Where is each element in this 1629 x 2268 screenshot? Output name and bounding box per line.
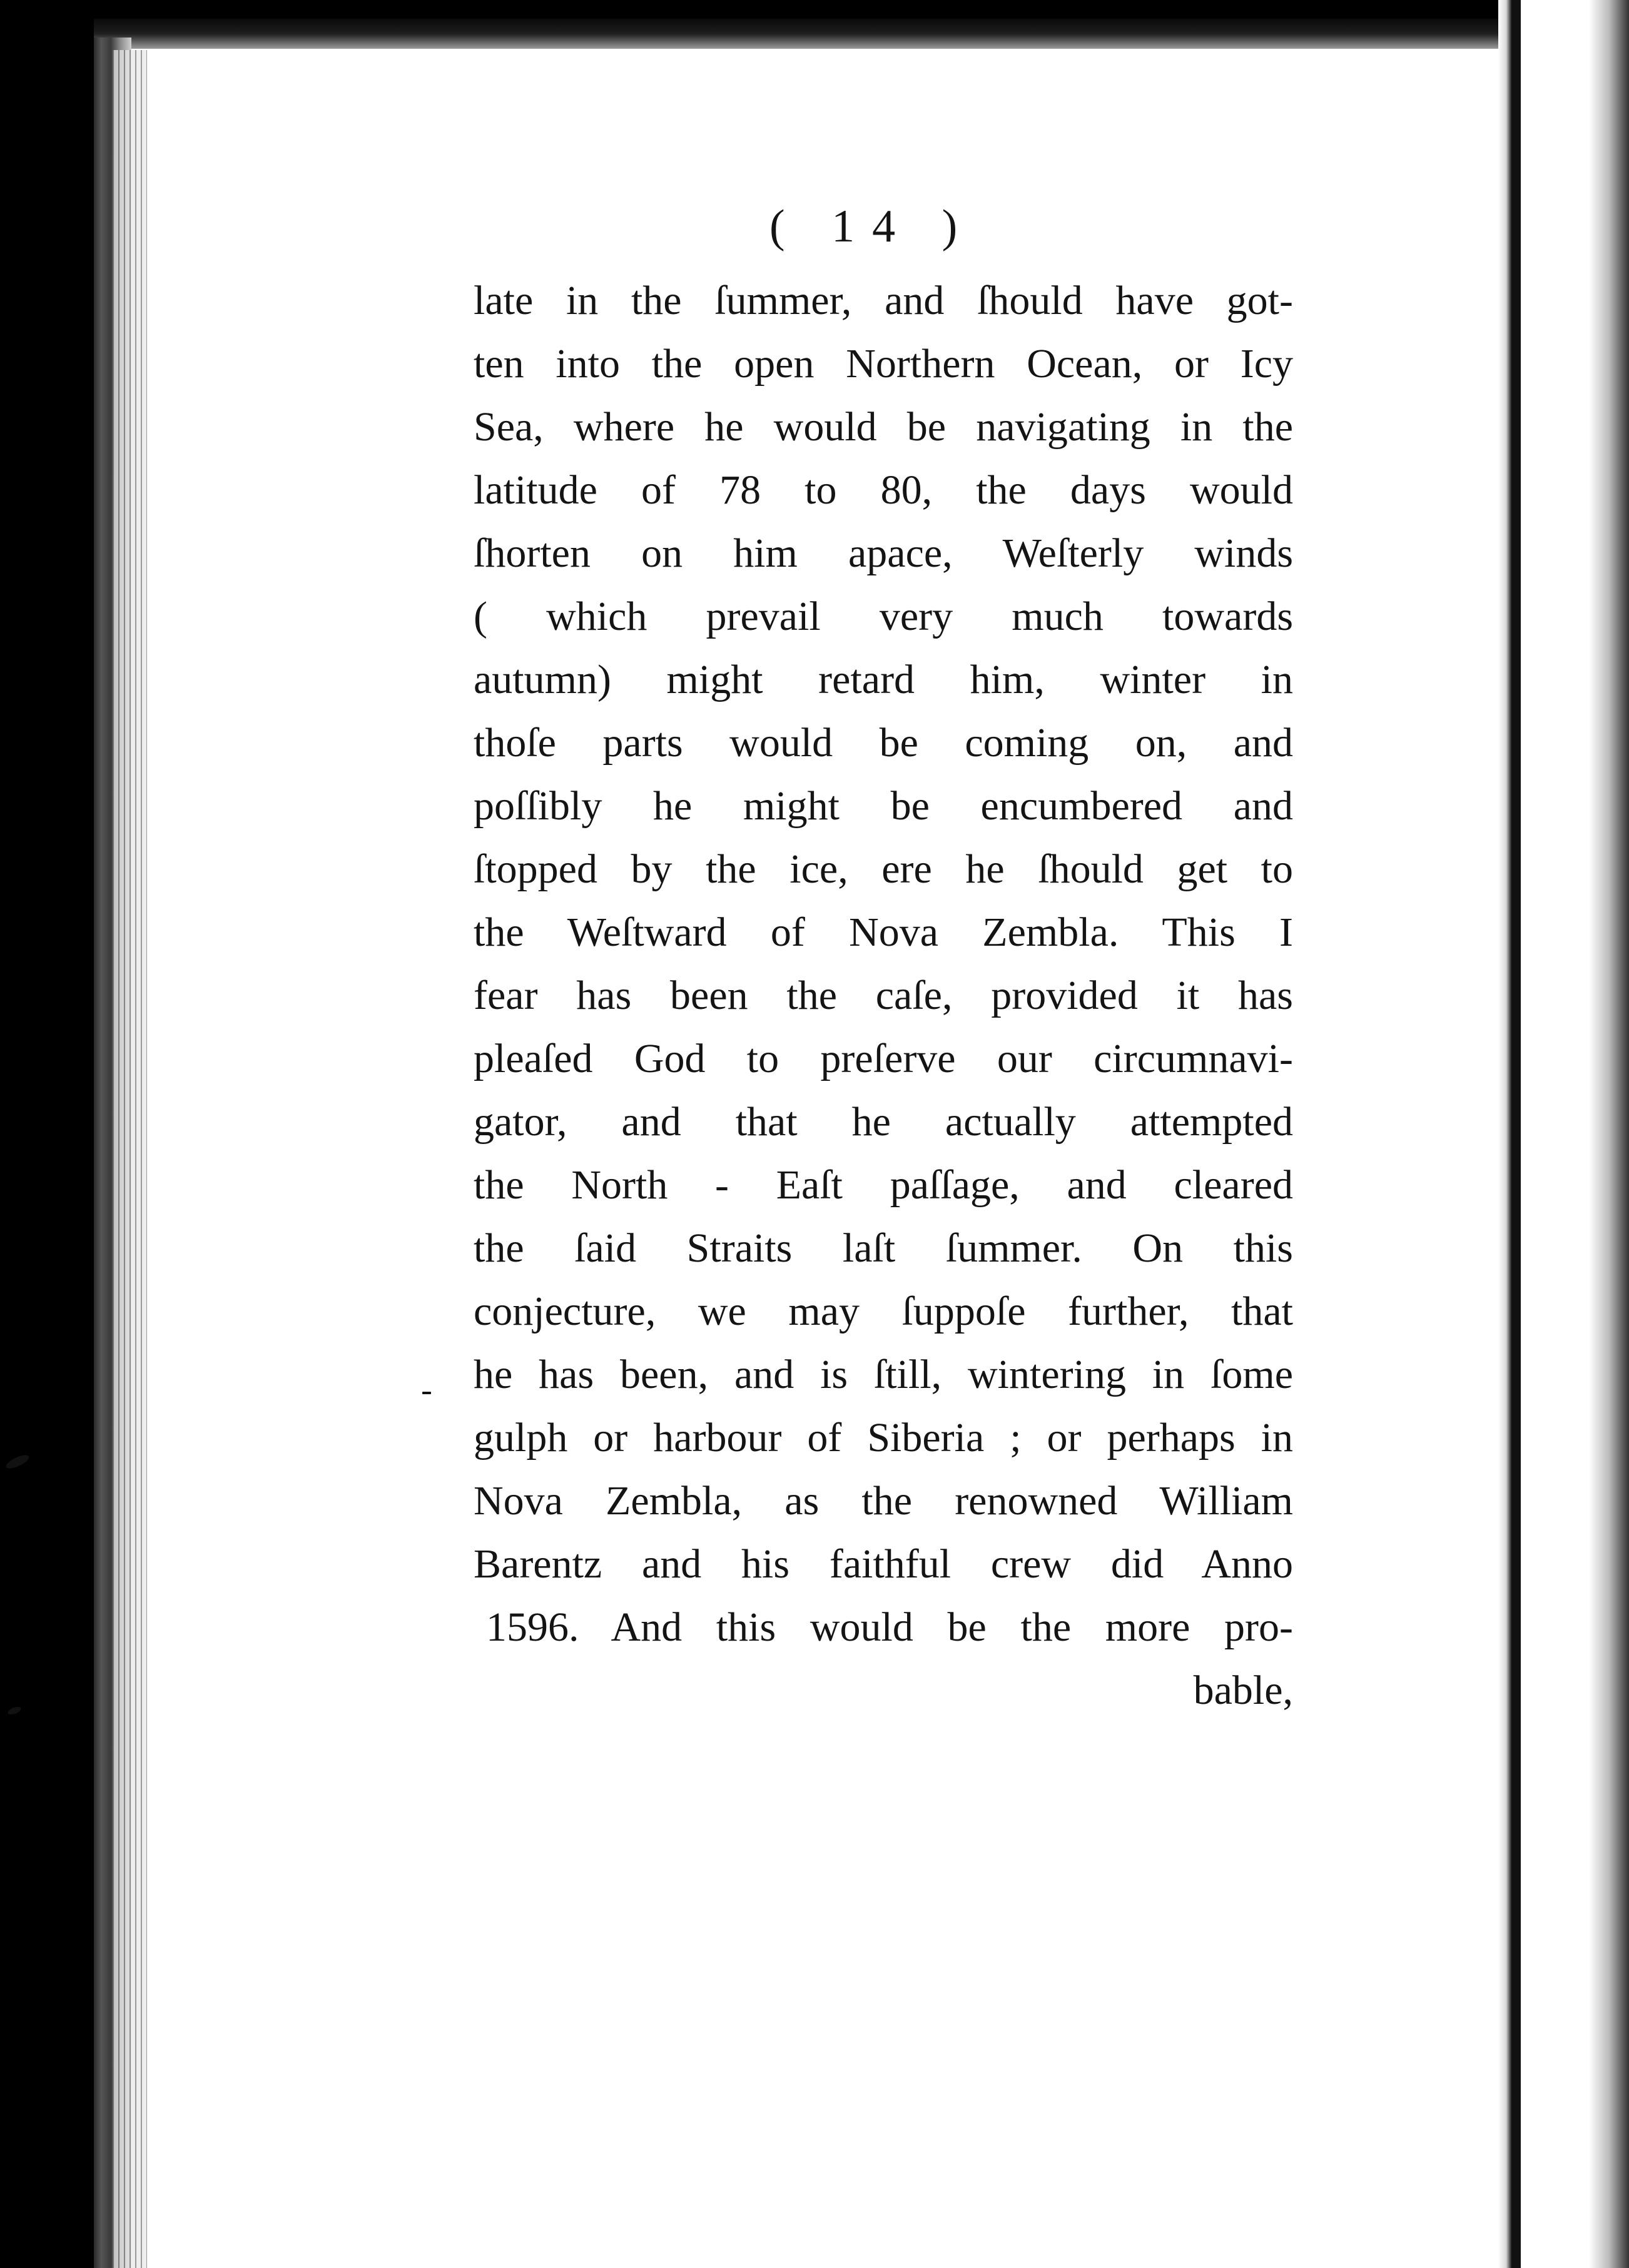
body-text: [474, 269, 1293, 1722]
text-line: fear has been the caſe, provided it has: [474, 973, 1293, 1018]
text-line: autumn) might retard him, winter in: [474, 657, 1293, 702]
text-line: 1596. And this would be the more pro-: [486, 1604, 1293, 1650]
text-line: gator, and that he actually attempted: [474, 1099, 1293, 1145]
text-line: ſtopped by the ice, ere he ſhould get to: [474, 846, 1293, 892]
text-line: the ſaid Straits laſt ſummer. On this: [474, 1225, 1293, 1271]
text-line: Nova Zembla, as the renowned William: [474, 1478, 1293, 1524]
margin-mark: [4, 1452, 31, 1471]
text-line: thoſe parts would be coming on, and: [474, 720, 1293, 766]
margin-mark: [7, 1706, 22, 1716]
page-stack-edge: [113, 50, 147, 2268]
text-line: the Weſtward of Nova Zembla. This I: [474, 909, 1293, 955]
gutter-shadow: [1498, 0, 1521, 2268]
catchword: bable,: [1193, 1668, 1293, 1713]
text-line: the North - Eaſt paſſage, and cleared: [474, 1162, 1293, 1208]
text-line: ( which prevail very much towards: [474, 594, 1293, 639]
facing-page-shadow: [1589, 0, 1629, 2268]
text-line: Barentz and his faithful crew did Anno: [474, 1541, 1293, 1587]
text-line: he has been, and is ſtill, wintering in ſome: [474, 1352, 1293, 1397]
page-top-edge: [94, 19, 1533, 49]
text-line: ten into the open Northern Ocean, or Icy: [474, 341, 1293, 387]
text-line: conjecture, we may ſuppoſe further, that: [474, 1288, 1293, 1334]
text-line: pleaſed God to preſerve our circumnavi-: [474, 1036, 1293, 1081]
page-number: ( 14 ): [769, 201, 975, 252]
text-line: Sea, where he would be navigating in the: [474, 404, 1293, 450]
margin-mark: [422, 1392, 431, 1394]
text-line: ſhorten on him apace, Weſterly winds: [474, 530, 1293, 576]
text-line: poſſibly he might be encumbered and: [474, 783, 1293, 829]
text-line: gulph or harbour of Siberia ; or perhaps in: [474, 1415, 1293, 1461]
text-line: late in the ſummer, and ſhould have got-: [474, 278, 1293, 323]
text-line: latitude of 78 to 80, the days would: [474, 467, 1293, 513]
